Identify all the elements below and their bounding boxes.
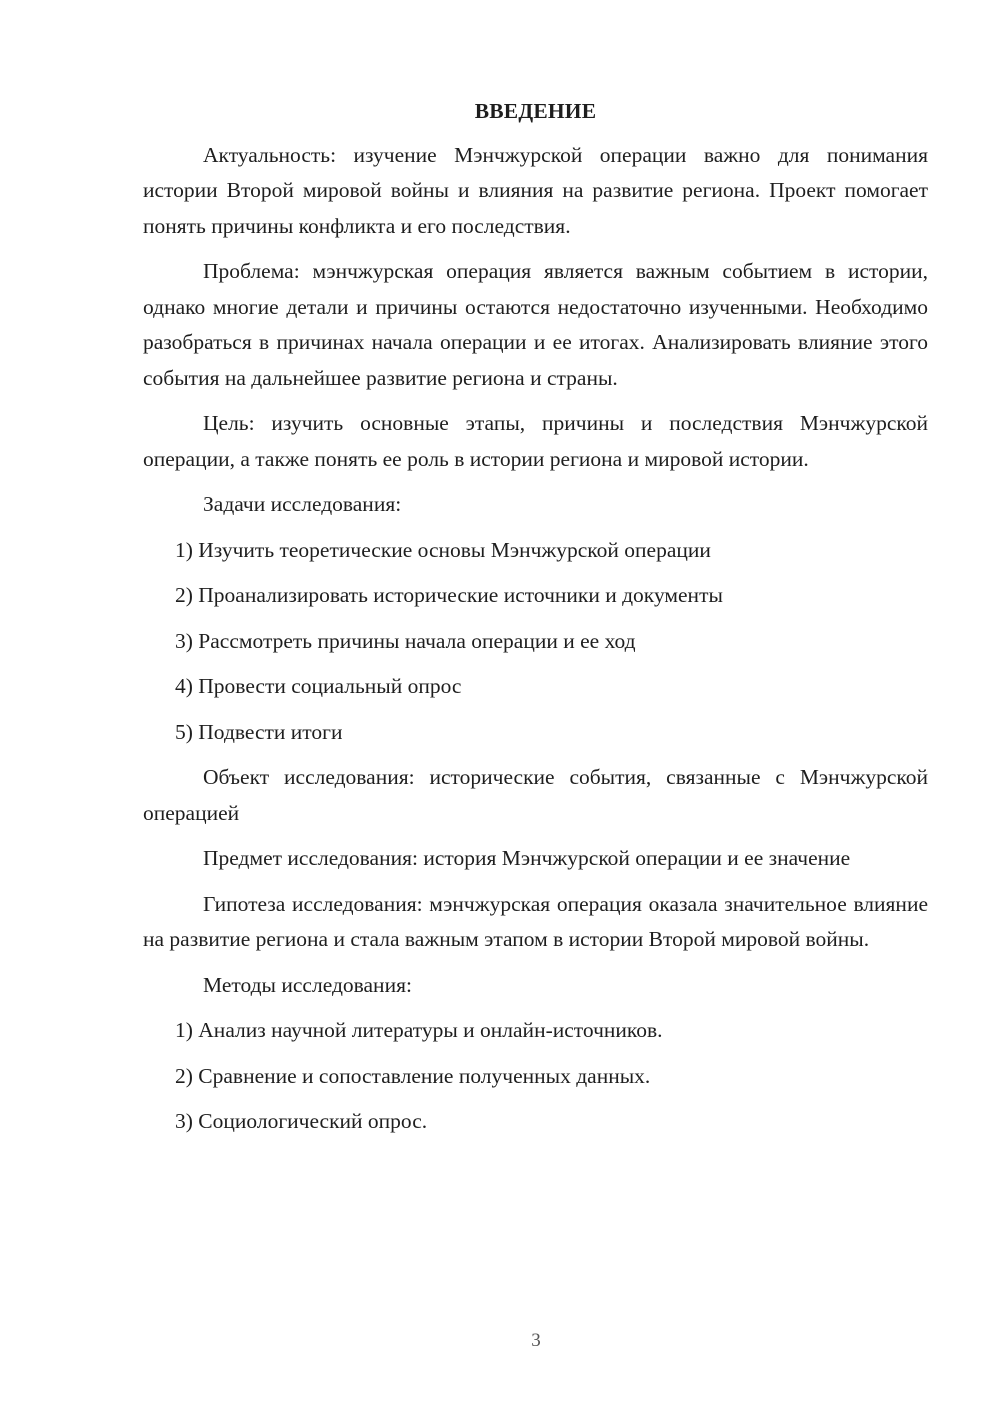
- method-item: 2) Сравнение и сопоставление полученных данных.: [175, 1063, 651, 1088]
- task-item: 3) Рассмотреть причины начала операции и ее ход: [175, 628, 636, 653]
- method-item: 3) Социологический опрос.: [175, 1109, 428, 1133]
- relevance-paragraph: Актуальность: изучение Мэнчжурской операции важно для понимания истории Второй мировой войны и влияния на развитие региона. Проект помогает понять причины конфликта и его последствия.: [143, 142, 928, 238]
- tasks-heading: Задачи исследования:: [203, 492, 402, 516]
- hypothesis-paragraph: Гипотеза исследования: мэнчжурская операция оказала значительное влияние на развитие региона и стала важным этапом в истории Второй мировой войны.: [143, 891, 928, 951]
- document-page: [143, 94, 928, 1150]
- page-number: 3: [531, 1330, 541, 1351]
- tasks-list: [143, 533, 928, 751]
- task-item: 1) Изучить теоретические основы Мэнчжурской операции: [175, 537, 711, 562]
- methods-heading: Методы исследования:: [203, 972, 412, 997]
- task-item: 5) Подвести итоги: [175, 719, 343, 744]
- goal-paragraph: Цель: изучить основные этапы, причины и последствия Мэнчжурской операции, а также понять ее роль в истории региона и мировой истории.: [143, 411, 928, 471]
- method-item: 1) Анализ научной литературы и онлайн-источников.: [175, 1018, 663, 1042]
- problem-paragraph: Проблема: мэнчжурская операция является важным событием в истории, однако многие детали и причины остаются недостаточно изученными. Необходимо разобраться в причинах начала операции и ее итогах. Анализировать влияние этого события на дальнейшее развитие региона и страны.: [143, 259, 928, 390]
- methods-list: [143, 1013, 928, 1140]
- page-title: ВВЕДЕНИЕ: [474, 99, 597, 123]
- object-paragraph: Объект исследования: исторические события, связанные с Мэнчжурской операцией: [143, 765, 928, 825]
- task-item: 4) Провести социальный опрос: [175, 674, 462, 698]
- task-item: 2) Проанализировать исторические источники и документы: [175, 583, 723, 607]
- subject-paragraph: Предмет исследования: история Мэнчжурской операции и ее значение: [203, 846, 851, 870]
